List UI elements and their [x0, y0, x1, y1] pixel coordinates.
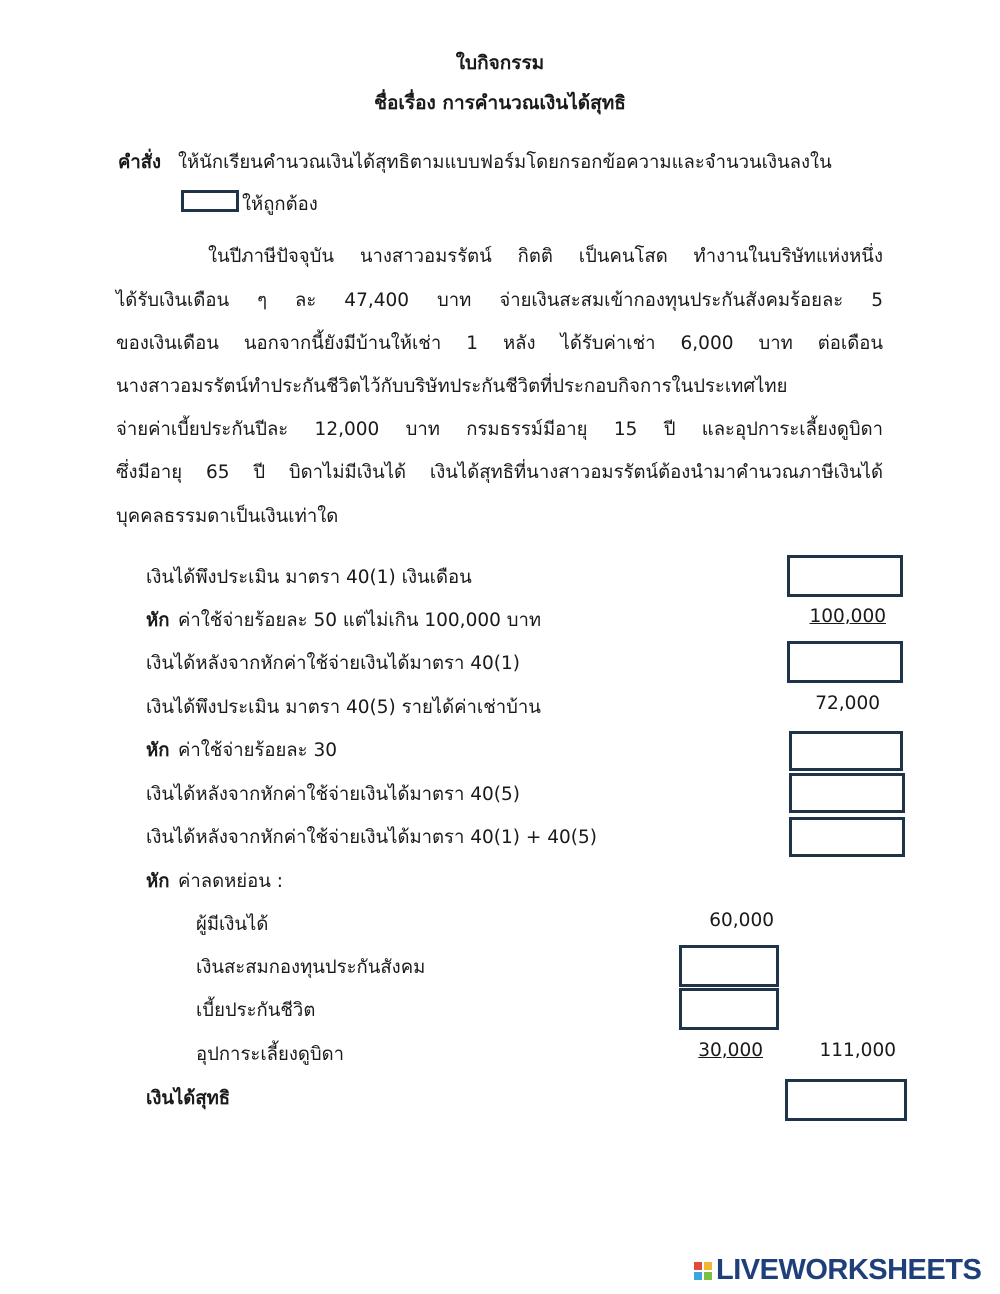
- liveworksheets-logo-text: LIVEWORKSHEETS: [716, 1254, 982, 1286]
- worksheet-title: ใบกิจกรรม: [455, 52, 545, 74]
- answer-box-combined[interactable]: [789, 817, 905, 857]
- problem-line-7: บุคคลธรรมดาเป็นเงินเท่าใด: [116, 506, 339, 527]
- row-salary-expense: ค่าใช้จ่ายร้อยละ 50 แต่ไม่เกิน 100,000 บาท: [178, 610, 542, 631]
- allowance-parent-support: อุปการะเลี้ยงดูบิดา: [196, 1044, 345, 1065]
- problem-line-5: จ่ายค่าเบี้ยประกันปีละ 12,000 บาท กรมธรรม์มีอายุ 15 ปี และอุปการะเลี้ยงดูบิดา: [116, 419, 883, 440]
- sample-answer-box: [181, 190, 239, 212]
- total-allowances-value: 111,000: [819, 1040, 896, 1061]
- row-rent-after-expense: เงินได้หลังจากหักค่าใช้จ่ายเงินได้มาตรา 40(5): [146, 784, 521, 805]
- salary-expense-value: 100,000: [809, 606, 886, 627]
- problem-line-6: ซึ่งมีอายุ 65 ปี บิดาไม่มีเงินได้ เงินได้สุทธิที่นางสาวอมรรัตน์ต้องนำมาคำนวณภาษีเงินได้: [116, 462, 883, 483]
- worksheet-subtitle: ชื่อเรื่อง การคำนวณเงินได้สุทธิ: [374, 92, 626, 114]
- row-rent-income: เงินได้พึงประเมิน มาตรา 40(5) รายได้ค่าเช่าบ้าน: [146, 697, 541, 718]
- row-salary-income: เงินได้พึงประเมิน มาตรา 40(1) เงินเดือน: [146, 567, 472, 588]
- row-rent-expense: ค่าใช้จ่ายร้อยละ 30: [178, 740, 338, 761]
- answer-box-salary[interactable]: [787, 555, 903, 597]
- deduct-label: หัก: [146, 871, 170, 892]
- instruction-label: คำสั่ง: [118, 152, 162, 173]
- deduct-label: หัก: [146, 610, 170, 631]
- rent-income-value: 72,000: [815, 693, 880, 714]
- problem-line-1: ในปีภาษีปัจจุบัน นางสาวอมรรัตน์ กิตติ เป็นคนโสด ทำงานในบริษัทแห่งหนึ่ง: [208, 246, 883, 267]
- answer-box-life-insurance[interactable]: [679, 988, 779, 1030]
- answer-box-rent-after-expense[interactable]: [789, 773, 905, 813]
- liveworksheets-logo-icon: [694, 1262, 712, 1280]
- allowance-parent-support-value: 30,000: [698, 1040, 763, 1061]
- row-salary-after-expense: เงินได้หลังจากหักค่าใช้จ่ายเงินได้มาตรา 40(1): [146, 653, 521, 674]
- answer-box-social-security[interactable]: [679, 945, 779, 987]
- instruction-text: ให้นักเรียนคำนวณเงินได้สุทธิตามแบบฟอร์มโดยกรอกข้อความและจำนวนเงินลงใน: [178, 152, 832, 173]
- allowance-social-security: เงินสะสมกองทุนประกันสังคม: [196, 957, 426, 978]
- problem-line-3: ของเงินเดือน นอกจากนี้ยังมีบ้านให้เช่า 1 หลัง ได้รับค่าเช่า 6,000 บาท ต่อเดือน: [116, 333, 883, 354]
- allowance-taxpayer: ผู้มีเงินได้: [196, 914, 269, 935]
- row-combined-after-expense: เงินได้หลังจากหักค่าใช้จ่ายเงินได้มาตรา 40(1) + 40(5): [146, 827, 598, 848]
- problem-line-2: ได้รับเงินเดือน ๆ ละ 47,400 บาท จ่ายเงินสะสมเข้ากองทุนประกันสังคมร้อยละ 5: [116, 290, 883, 311]
- deduct-label: หัก: [146, 740, 170, 761]
- answer-box-net-income[interactable]: [785, 1079, 907, 1121]
- liveworksheets-logo: [694, 1254, 981, 1287]
- answer-box-rent-expense[interactable]: [789, 731, 903, 771]
- row-allowances: ค่าลดหย่อน :: [178, 871, 284, 892]
- row-net-income: เงินได้สุทธิ: [146, 1088, 231, 1109]
- allowance-life-insurance: เบี้ยประกันชีวิต: [196, 1000, 316, 1021]
- answer-box-salary-after-expense[interactable]: [787, 641, 903, 683]
- instruction-text-2: ให้ถูกต้อง: [242, 194, 318, 215]
- allowance-taxpayer-value: 60,000: [709, 910, 774, 931]
- problem-line-4: นางสาวอมรรัตน์ทำประกันชีวิตไว้กับบริษัทประกันชีวิตที่ประกอบกิจการในประเทศไทย: [116, 376, 788, 397]
